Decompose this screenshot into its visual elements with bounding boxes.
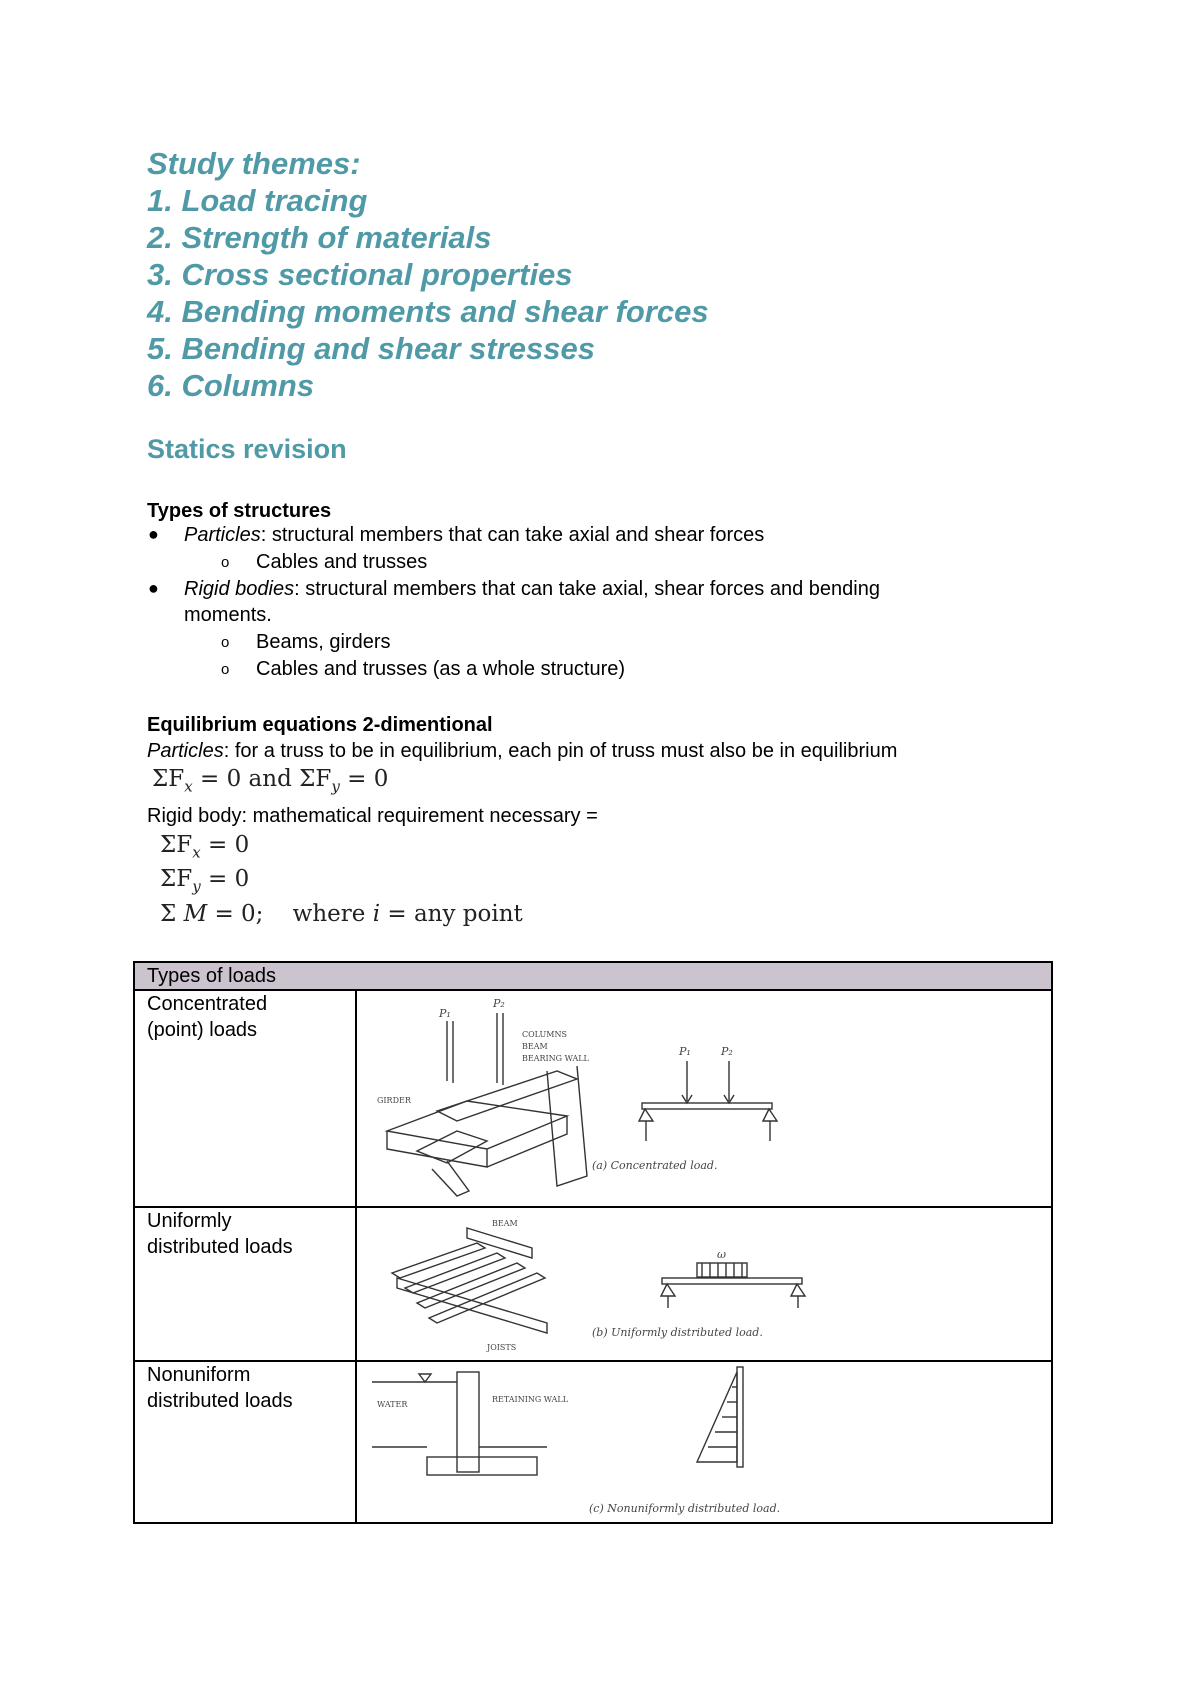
sketch-label-water: WATER xyxy=(377,1400,408,1409)
circle-bullet-icon: o xyxy=(221,554,230,571)
particles-bullet xyxy=(184,522,764,548)
sketch-label-columns: COLUMNS xyxy=(522,1030,567,1039)
theme-item: 2. Strength of materials xyxy=(147,220,492,255)
load-type-label xyxy=(134,1361,356,1523)
equation-equals-zero: = 0 xyxy=(200,766,242,792)
sketch-label-joists: JOISTS xyxy=(487,1343,517,1352)
nonuniform-load-sketch xyxy=(357,1362,1057,1524)
rigid-bodies-text-continued: moments. xyxy=(184,604,272,626)
circle-bullet-icon: o xyxy=(221,661,230,678)
rigid-bodies-bullet xyxy=(184,576,880,602)
theme-item: 1. Load tracing xyxy=(147,183,368,218)
sketch-label-girder: GIRDER xyxy=(377,1096,411,1105)
sketch-caption: (a) Concentrated load. xyxy=(592,1159,718,1172)
rigid-bodies-text: : structural members that can take axial, shear forces and bending xyxy=(294,578,880,600)
rigid-bodies-term: Rigid bodies xyxy=(184,578,295,600)
load-type-line: (point) loads xyxy=(147,1019,258,1041)
load-type-line: distributed loads xyxy=(147,1390,293,1412)
equilibrium-particles-term: Particles xyxy=(147,740,224,762)
theme-item: 4. Bending moments and shear forces xyxy=(147,294,709,329)
sketch-label-beam: BEAM xyxy=(522,1042,548,1051)
load-type-line: Nonuniform xyxy=(147,1364,251,1386)
rigid-equation-fy: $\Sigma F_y = 0$ xyxy=(160,866,250,896)
theme-item: 5. Bending and shear stresses xyxy=(147,331,595,366)
concentrated-load-sketch xyxy=(357,991,1057,1208)
rigid-body-requirement-text: Rigid body: mathematical requirement necessary = xyxy=(147,805,598,827)
rigid-equation-fx: $\Sigma F_x = 0$ xyxy=(160,832,250,862)
sketch-label-p1: P₁ xyxy=(439,1007,451,1020)
sketch-label-retaining-wall: RETAINING WALL xyxy=(492,1395,569,1404)
sketch-label-p2: P₂ xyxy=(721,1045,733,1058)
load-type-label xyxy=(134,990,356,1207)
theme-item: 3. Cross sectional properties xyxy=(147,257,573,292)
study-themes-list xyxy=(147,145,709,404)
concentrated-load-sketch-cell xyxy=(356,990,1052,1207)
equilibrium-heading: Equilibrium equations 2-dimentional xyxy=(147,714,493,736)
particle-equilibrium-equation: $\Sigma F_x = 0$ and $\Sigma F_y = 0$ xyxy=(152,766,389,796)
load-type-line: Concentrated xyxy=(147,993,268,1015)
uniform-load-sketch xyxy=(357,1208,1057,1362)
table-row xyxy=(134,990,1052,1207)
load-type-line: distributed loads xyxy=(147,1236,293,1258)
nonuniform-load-sketch-cell xyxy=(356,1361,1052,1523)
equilibrium-particles-text: : for a truss to be in equilibrium, each pin of truss must also be in equilibrium xyxy=(223,740,898,762)
sketch-label-p2: P₂ xyxy=(493,997,505,1010)
circle-bullet-icon: o xyxy=(221,634,230,651)
types-of-structures-heading: Types of structures xyxy=(147,500,332,522)
sketch-label-beam: BEAM xyxy=(492,1219,518,1228)
sketch-label-bearing-wall: BEARING WALL xyxy=(522,1054,589,1063)
bullet-icon: ● xyxy=(148,524,159,544)
rigid-equation-moment: Σ M = 0; where i = any point xyxy=(160,901,523,927)
rigid-sub-item: Cables and trusses (as a whole structure) xyxy=(256,658,626,680)
table-row xyxy=(134,1207,1052,1361)
particles-text: : structural members that can take axial and shear forces xyxy=(260,524,765,546)
table-header: Types of loads xyxy=(134,962,1052,990)
where-word: where xyxy=(292,901,366,927)
any-point-text: = any point xyxy=(387,901,523,927)
particles-sub-item: Cables and trusses xyxy=(256,551,428,573)
sketch-caption: (b) Uniformly distributed load. xyxy=(592,1326,763,1339)
study-themes-title: Study themes: xyxy=(147,146,361,181)
equation-and-word: and xyxy=(248,766,292,792)
sketch-label-w: ω xyxy=(717,1248,726,1261)
theme-item: 6. Columns xyxy=(147,368,315,403)
load-type-line: Uniformly xyxy=(147,1210,232,1232)
load-type-label xyxy=(134,1207,356,1361)
particles-term: Particles xyxy=(184,524,261,546)
sketch-caption: (c) Nonuniformly distributed load. xyxy=(589,1502,781,1515)
rigid-sub-item: Beams, girders xyxy=(256,631,391,653)
bullet-icon: ● xyxy=(148,578,159,598)
uniform-load-sketch-cell xyxy=(356,1207,1052,1361)
equilibrium-particles-line xyxy=(147,738,897,764)
sketch-label-p1: P₁ xyxy=(679,1045,691,1058)
types-of-loads-table xyxy=(133,961,1053,1524)
table-row xyxy=(134,1361,1052,1523)
statics-revision-heading: Statics revision xyxy=(147,434,347,464)
